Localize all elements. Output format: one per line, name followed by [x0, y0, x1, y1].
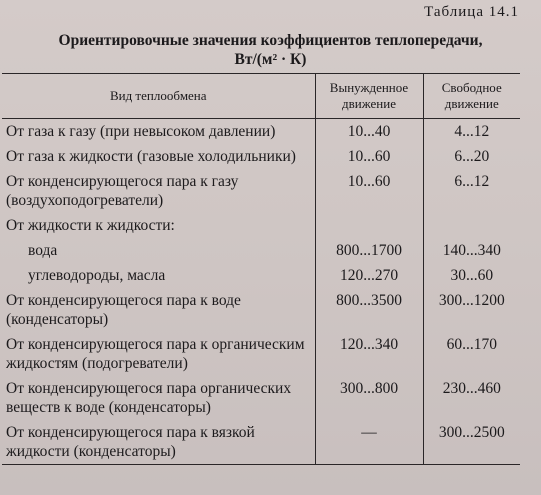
- row-forced: 800...1700: [315, 238, 423, 263]
- row-free: 6...20: [423, 144, 520, 169]
- row-free: 30...60: [423, 263, 520, 288]
- table-row: [2, 288, 520, 332]
- table-row: [2, 263, 520, 288]
- title-line-1: Ориентировочные значения коэффициентов теплопередачи,: [58, 32, 483, 49]
- header-forced: Вынужденное движение: [315, 74, 423, 119]
- header-free: Свободное движение: [423, 74, 520, 119]
- table-row: [2, 376, 520, 420]
- row-name: От конденсирующегося пара к вязкой жидкости (конденсаторы): [2, 420, 315, 465]
- row-name: углеводороды, масла: [28, 267, 166, 284]
- row-name: От конденсирующегося пара к газу (воздухоподогреватели): [6, 173, 239, 209]
- row-forced: 800...3500: [315, 288, 423, 332]
- row-forced: 10...60: [315, 144, 423, 169]
- title-line-2: Вт/(м² · К): [234, 51, 307, 68]
- row-free: 230...460: [423, 376, 520, 420]
- coefficients-table: [2, 73, 520, 465]
- row-free: [423, 213, 520, 238]
- header-type: Вид теплообмена: [2, 74, 315, 119]
- row-free: 60...170: [423, 332, 520, 376]
- row-free: 300...2500: [423, 420, 520, 465]
- row-name: От газа к жидкости (газовые холодильники): [6, 148, 296, 165]
- row-free: 6...12: [423, 169, 520, 213]
- row-forced: [315, 213, 423, 238]
- row-forced: 10...40: [315, 119, 423, 145]
- row-name: От конденсирующегося пара к воде (конденсаторы): [6, 292, 241, 328]
- row-forced: 10...60: [315, 169, 423, 213]
- table-row: [2, 238, 520, 263]
- row-forced: 120...270: [315, 263, 423, 288]
- table-row: [2, 169, 520, 213]
- table-row: [2, 119, 520, 145]
- row-name: От жидкости к жидкости:: [6, 217, 175, 234]
- row-forced: 300...800: [315, 376, 423, 420]
- table-title: [0, 31, 541, 69]
- table-row: [2, 420, 520, 465]
- row-free: 140...340: [423, 238, 520, 263]
- row-free: 300...1200: [423, 288, 520, 332]
- row-name: От конденсирующегося пара органических веществ к воде (конденсаторы): [6, 380, 292, 416]
- header-row: [2, 74, 520, 119]
- row-name: вода: [28, 242, 58, 259]
- row-forced: 120...340: [315, 332, 423, 376]
- table-row: [2, 213, 520, 238]
- table-number: Таблица 14.1: [424, 4, 519, 20]
- table-row: [2, 144, 520, 169]
- row-name: От газа к газу (при невысоком давлении): [6, 123, 276, 140]
- row-free: 4...12: [423, 119, 520, 145]
- row-name: От конденсирующегося пара к органическим жидкостям (подогреватели): [6, 336, 305, 372]
- table-row: [2, 332, 520, 376]
- row-forced: —: [315, 420, 423, 465]
